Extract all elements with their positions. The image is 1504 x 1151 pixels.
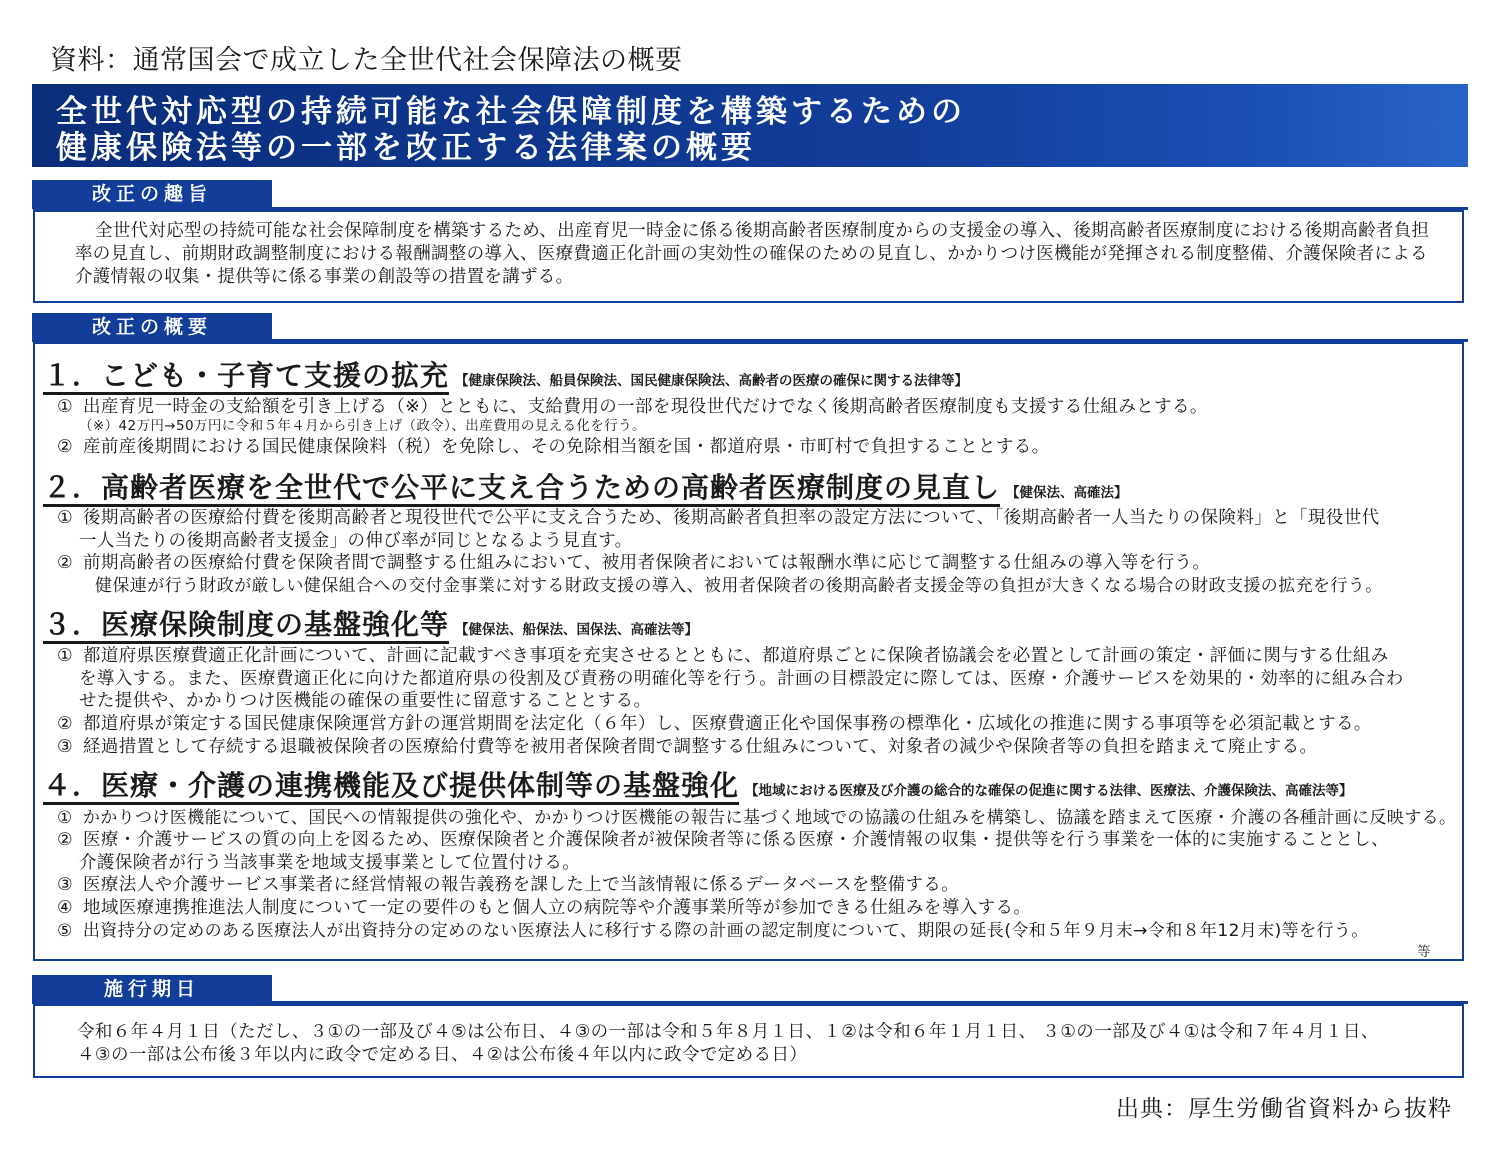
section-3-laws: 【健保法、船保法、国保法、高確法等】 (455, 622, 699, 638)
effective-box (33, 1003, 1464, 1078)
section-1-title: １．こども・子育て支援の拡充 (43, 359, 449, 395)
section-2-heading (43, 466, 1128, 506)
purpose-text: 全世代対応型の持続可能な社会保障制度を構築するため、出産育児一時金に係る後期高齢者医療制度からの支援金の導入、後期高齢者医療制度における後期高齢者負担率の見直し、前期財政調整制度における報酬調整の導入、医療費適正化計画の実効性の確保のための見直し、かかりつけ医機能が発揮される制度整備、介護保険者による介護情報の収集・提供等に係る事業の創設等の措置を講ずる。 (75, 221, 1430, 287)
effective-line-1: 令和６年４月１日（ただし、３①の一部及び４⑤は公布日、４③の一部は令和５年８月１日、１②は令和６年１月１日、 ３①の一部及び４①は令和７年４月１日、 (77, 1022, 1379, 1042)
s4-etc: 等 (1417, 944, 1431, 960)
purpose-tab: 改正の趣旨 (32, 180, 272, 209)
s1-item-1: ① 出産育児一時金の支給額を引き上げる（※）とともに、支給費用の一部を現役世代だけでなく後期高齢者医療制度も支援する仕組みとする。 (57, 397, 1208, 417)
effective-tab: 施行期日 (32, 975, 272, 1004)
section-4-heading (43, 764, 1353, 804)
banner-title-line-2: 健康保険法等の一部を改正する法律案の概要 (56, 130, 756, 166)
purpose-box (33, 209, 1464, 303)
title-banner (32, 84, 1468, 167)
s1-note: （※）42万円→50万円に令和５年４月から引き上げ（政令）、出産費用の見える化を行う。 (79, 418, 646, 434)
section-2-title: ２．高齢者医療を全世代で公平に支え合うための高齢者医療制度の見直し (43, 471, 1000, 507)
banner-title-line-1: 全世代対応型の持続可能な社会保障制度を構築するための (56, 94, 966, 130)
overview-tab: 改正の概要 (32, 313, 272, 342)
s3-item-2: ② 都道府県が策定する国民健康保険運営方針の運営期間を法定化（６年）し、医療費適正化や国保事務の標準化・広域化の推進に関する事項等を必須記載とする。 (57, 714, 1372, 734)
s4-item-2: ② 医療・介護サービスの質の向上を図るため、医療保険者と介護保険者が被保険者等に係る医療・介護情報の収集・提供等を行う事業を一体的に実施することとし、 (57, 830, 1389, 850)
source-note: 出典：厚生労働省資料から抜粋 (1116, 1096, 1452, 1122)
s4-item-3: ③ 医療法人や介護サービス事業者に経営情報の報告義務を課した上で当該情報に係るデータベースを整備する。 (57, 875, 960, 895)
s2-item-2-cont: 健保連が行う財政が厳しい健保組合への交付金事業に対する財政支援の導入、被用者保険者の後期高齢者支援金等の負担が大きくなる場合の財政支援の拡充を行う。 (95, 576, 1383, 596)
effective-line-2: ４③の一部は公布後３年以内に政令で定める日、４②は公布後４年以内に政令で定める日） (77, 1045, 808, 1065)
s2-item-1-cont: 一人当たりの後期高齢者支援金」の伸び率が同じとなるよう見直す。 (79, 531, 633, 551)
section-3-title: ３．医療保険制度の基盤強化等 (43, 608, 449, 644)
s2-item-1: ① 後期高齢者の医療給付費を後期高齢者と現役世代で公平に支え合うため、後期高齢者負担率の設定方法について、「後期高齢者一人当たりの保険料」と「現役世代 (57, 508, 1380, 528)
overview-box (33, 341, 1464, 961)
s3-item-1: ① 都道府県医療費適正化計画について、計画に記載すべき事項を充実させるとともに、都道府県ごとに保険者協議会を必置として計画の策定・評価に関与する仕組み (57, 646, 1389, 666)
section-3-heading (43, 603, 698, 643)
page-caption: 資料：通常国会で成立した全世代社会保障法の概要 (50, 45, 683, 76)
s4-item-1: ① かかりつけ医機能について、国民への情報提供の強化や、かかりつけ医機能の報告に基づく地域での協議の仕組みを構築し、協議を踏まえて医療・介護の各種計画に反映する。 (57, 808, 1457, 828)
s2-item-2: ② 前期高齢者の医療給付費を保険者間で調整する仕組みにおいて、被用者保険者においては報酬水準に応じて調整する仕組みの導入等を行う。 (57, 553, 1211, 573)
s3-item-3: ③ 経過措置として存続する退職被保険者の医療給付費等を被用者保険者間で調整する仕組みについて、対象者の減少や保険者等の負担を踏まえて廃止する。 (57, 737, 1318, 757)
s3-item-1-cont-2: せた提供や、かかりつけ医機能の確保の重要性に留意することとする。 (79, 691, 652, 711)
section-1-laws: 【健康保険法、船員保険法、国民健康保険法、高齢者の医療の確保に関する法律等】 (455, 373, 969, 389)
s4-item-2-cont: 介護保険者が行う当該事業を地域支援事業として位置付ける。 (79, 853, 581, 873)
s4-item-4: ④ 地域医療連携推進法人制度について一定の要件のもと個人立の病院等や介護事業所等が参加できる仕組みを導入する。 (57, 898, 1032, 918)
s3-item-1-cont-1: を導入する。また、医療費適正化に向けた都道府県の役割及び責務の明確化等を行う。計画の目標設定に際しては、医療・介護サービスを効果的・効率的に組み合わ (79, 669, 1404, 689)
section-1-heading (43, 354, 968, 394)
s4-item-5: ⑤ 出資持分の定めのある医療法人が出資持分の定めのない医療法人に移行する際の計画の認定制度について、期限の延長(令和５年９月末→令和８年12月末)等を行う。 (57, 921, 1369, 941)
section-4-laws: 【地域における医療及び介護の総合的な確保の促進に関する法律、医療法、介護保険法、高確法等】 (745, 783, 1353, 799)
s1-item-2: ② 産前産後期間における国民健康保険料（税）を免除し、その免除相当額を国・都道府県・市町村で負担することとする。 (57, 437, 1050, 457)
section-4-title: ４．医療・介護の連携機能及び提供体制等の基盤強化 (43, 769, 739, 805)
section-2-laws: 【健保法、高確法】 (1006, 485, 1128, 501)
